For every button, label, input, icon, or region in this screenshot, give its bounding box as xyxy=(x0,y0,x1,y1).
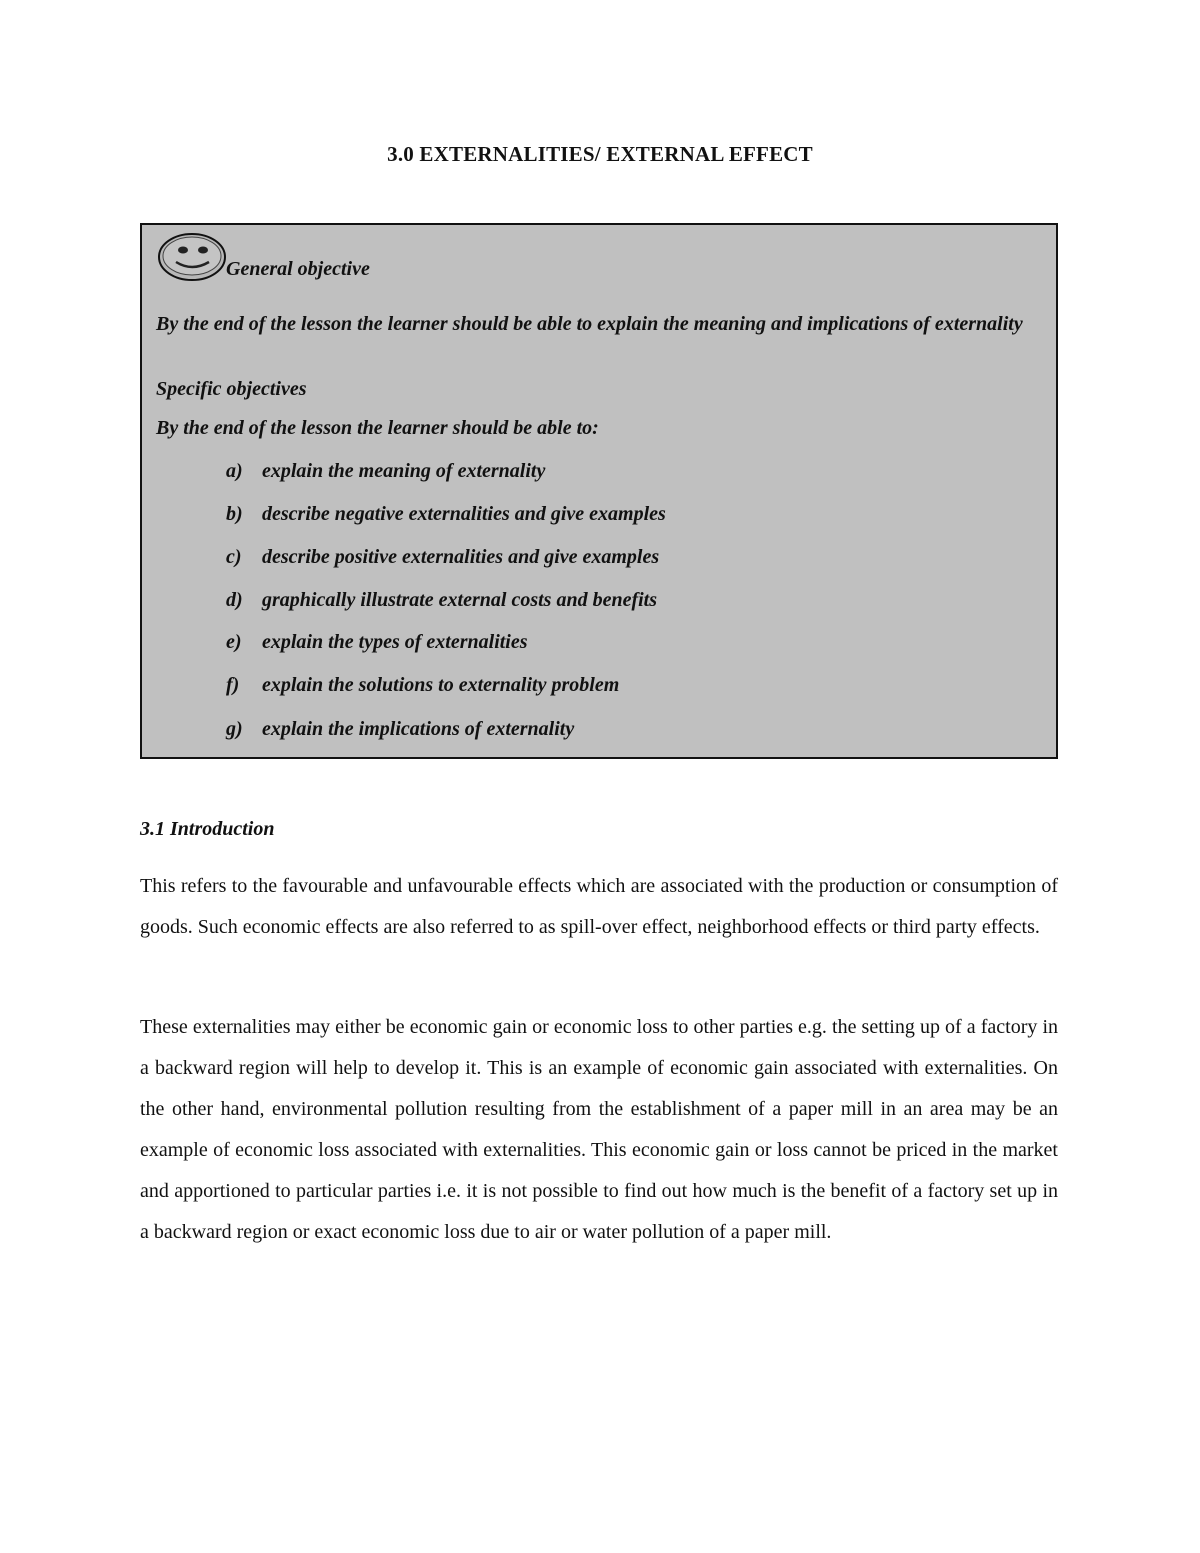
objective-item xyxy=(226,458,545,484)
objective-item xyxy=(226,501,666,527)
objective-text: graphically illustrate external costs and benefits xyxy=(262,589,658,611)
page-title: 3.0 EXTERNALITIES/ EXTERNAL EFFECT xyxy=(387,142,813,166)
specific-objectives-intro: By the end of the lesson the learner should be able to: xyxy=(156,417,599,439)
objective-marker: d) xyxy=(226,589,243,611)
objective-marker: f) xyxy=(226,674,240,696)
general-objective-heading: General objective xyxy=(226,258,370,280)
objective-item xyxy=(226,672,619,698)
objective-text: explain the solutions to externality problem xyxy=(262,674,620,696)
objective-item xyxy=(226,716,574,742)
objective-marker: g) xyxy=(226,718,243,740)
body-paragraph: This refers to the favourable and unfavourable effects which are associated with the production or consumption of goods. Such economic effects are also referred to as spill-over effect, neighborhood effects or third party effects. xyxy=(140,875,1058,938)
section-heading: 3.1 Introduction xyxy=(140,818,275,840)
objective-text: explain the meaning of externality xyxy=(262,460,546,482)
objectives-box xyxy=(140,223,1058,759)
objective-marker: c) xyxy=(226,546,242,568)
objective-text: describe negative externalities and give examples xyxy=(262,503,666,525)
objective-marker: a) xyxy=(226,460,243,482)
objective-marker: e) xyxy=(226,631,242,653)
specific-objectives-heading: Specific objectives xyxy=(156,378,307,400)
objective-item xyxy=(226,629,528,655)
objective-item xyxy=(226,587,657,613)
general-objective-text: By the end of the lesson the learner should be able to explain the meaning and implications of externality xyxy=(156,313,1023,335)
body-paragraph: These externalities may either be economic gain or economic loss to other parties e.g. the setting up of a factory in a backward region will help to develop it. This is an example of economic gain associated with externalities. On the other hand, environmental pollution resulting from the establishment of a paper mill in an area may be an example of economic loss associated with externalities. This economic gain or loss cannot be priced in the market and apportioned to particular parties i.e. it is not possible to find out how much is the benefit of a factory set up in a backward region or exact economic loss due to air or water pollution of a paper mill. xyxy=(140,1016,1058,1243)
objective-item xyxy=(226,544,659,570)
objective-text: explain the types of externalities xyxy=(262,631,528,653)
smiley-face-icon xyxy=(157,232,227,282)
objective-marker: b) xyxy=(226,503,243,525)
objective-text: describe positive externalities and give examples xyxy=(262,546,660,568)
objective-text: explain the implications of externality xyxy=(262,718,575,740)
